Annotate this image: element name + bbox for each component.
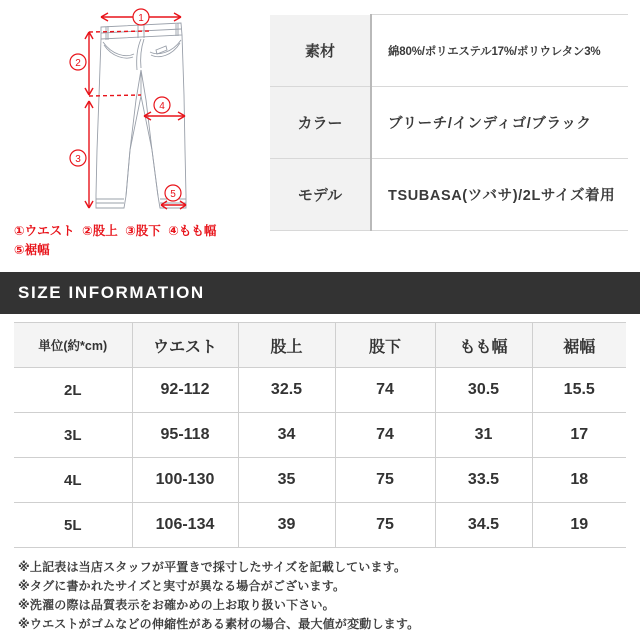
- legend-label-2: 股上: [92, 224, 118, 238]
- cell-waist: 100-130: [132, 458, 238, 503]
- svg-text:4: 4: [159, 101, 165, 112]
- pants-diagram-illustration: [0, 0, 266, 222]
- cell-inseam: 75: [335, 458, 435, 503]
- note-line-2: ※タグに書かれたサイズと実寸が異なる場合がございます。: [18, 579, 346, 593]
- size-table-wrap: [0, 314, 640, 548]
- legend-label-3: 股下: [135, 224, 161, 238]
- cell-size: 3L: [14, 413, 132, 458]
- cell-thigh: 31: [435, 413, 532, 458]
- svg-text:3: 3: [75, 154, 81, 165]
- note-line-3: ※洗濯の際は品質表示をお確かめの上お取り扱い下さい。: [18, 598, 335, 612]
- pants-diagram-panel: [0, 0, 266, 272]
- spec-label-material: 素材: [270, 15, 371, 87]
- cell-rise: 34: [238, 413, 335, 458]
- cell-rise: 39: [238, 503, 335, 548]
- size-header-unit: 単位(約*cm): [14, 323, 132, 368]
- table-row: [14, 503, 626, 548]
- banner-title: SIZE INFORMATION: [18, 283, 205, 302]
- size-header-inseam: 股下: [335, 323, 435, 368]
- svg-text:2: 2: [75, 58, 81, 69]
- legend-item-waist: [14, 224, 75, 238]
- cell-thigh: 30.5: [435, 368, 532, 413]
- spec-label-model: モデル: [270, 159, 371, 231]
- cell-size: 2L: [14, 368, 132, 413]
- cell-size: 4L: [14, 458, 132, 503]
- diagram-legend: [14, 222, 266, 260]
- size-table-header-row: [14, 323, 626, 368]
- spec-value-color: ブリーチ/インディゴ/ブラック: [371, 87, 628, 159]
- spec-row-material: [270, 15, 628, 87]
- product-spec-table: [270, 14, 628, 231]
- cell-thigh: 33.5: [435, 458, 532, 503]
- cell-waist: 95-118: [132, 413, 238, 458]
- cell-hem: 19: [532, 503, 626, 548]
- size-header-thigh: もも幅: [435, 323, 532, 368]
- table-row: [14, 458, 626, 503]
- cell-hem: 15.5: [532, 368, 626, 413]
- cell-hem: 17: [532, 413, 626, 458]
- spec-value-model: TSUBASA(ツバサ)/2Lサイズ着用: [371, 159, 628, 231]
- size-notes: [0, 548, 640, 634]
- cell-rise: 32.5: [238, 368, 335, 413]
- note-line-4: ※ウエストがゴムなどの伸縮性がある素材の場合、最大値が変動します。: [18, 617, 420, 631]
- table-row: [14, 413, 626, 458]
- size-information-banner: [0, 272, 640, 314]
- cell-waist: 106-134: [132, 503, 238, 548]
- size-header-waist: ウエスト: [132, 323, 238, 368]
- size-header-hem: 裾幅: [532, 323, 626, 368]
- legend-item-inseam: [125, 224, 161, 238]
- legend-label-5: 裾幅: [24, 243, 50, 257]
- cell-inseam: 74: [335, 413, 435, 458]
- size-header-rise: 股上: [238, 323, 335, 368]
- note-line-1: ※上記表は当店スタッフが平置きで採寸したサイズを記載しています。: [18, 560, 407, 574]
- legend-item-thigh: [168, 224, 216, 238]
- legend-num-3: ③: [125, 224, 136, 238]
- cell-inseam: 75: [335, 503, 435, 548]
- cell-waist: 92-112: [132, 368, 238, 413]
- table-row: [14, 368, 626, 413]
- legend-num-1: ①: [14, 224, 25, 238]
- top-section: [0, 0, 640, 272]
- cell-rise: 35: [238, 458, 335, 503]
- legend-num-2: ②: [82, 224, 93, 238]
- cell-inseam: 74: [335, 368, 435, 413]
- legend-num-5: ⑤: [14, 243, 25, 257]
- legend-label-1: ウエスト: [24, 224, 75, 238]
- spec-value-material: 綿80%/ポリエステル17%/ポリウレタン3%: [371, 15, 628, 87]
- size-information-table: [14, 322, 626, 548]
- product-spec-panel: [266, 0, 640, 272]
- cell-hem: 18: [532, 458, 626, 503]
- svg-text:1: 1: [138, 13, 144, 24]
- spec-label-color: カラー: [270, 87, 371, 159]
- svg-text:5: 5: [170, 189, 176, 200]
- legend-item-rise: [82, 224, 118, 238]
- cell-size: 5L: [14, 503, 132, 548]
- legend-item-hem: [14, 243, 50, 257]
- cell-thigh: 34.5: [435, 503, 532, 548]
- spec-row-model: [270, 159, 628, 231]
- spec-row-color: [270, 87, 628, 159]
- legend-num-4: ④: [168, 224, 179, 238]
- legend-label-4: もも幅: [178, 224, 217, 238]
